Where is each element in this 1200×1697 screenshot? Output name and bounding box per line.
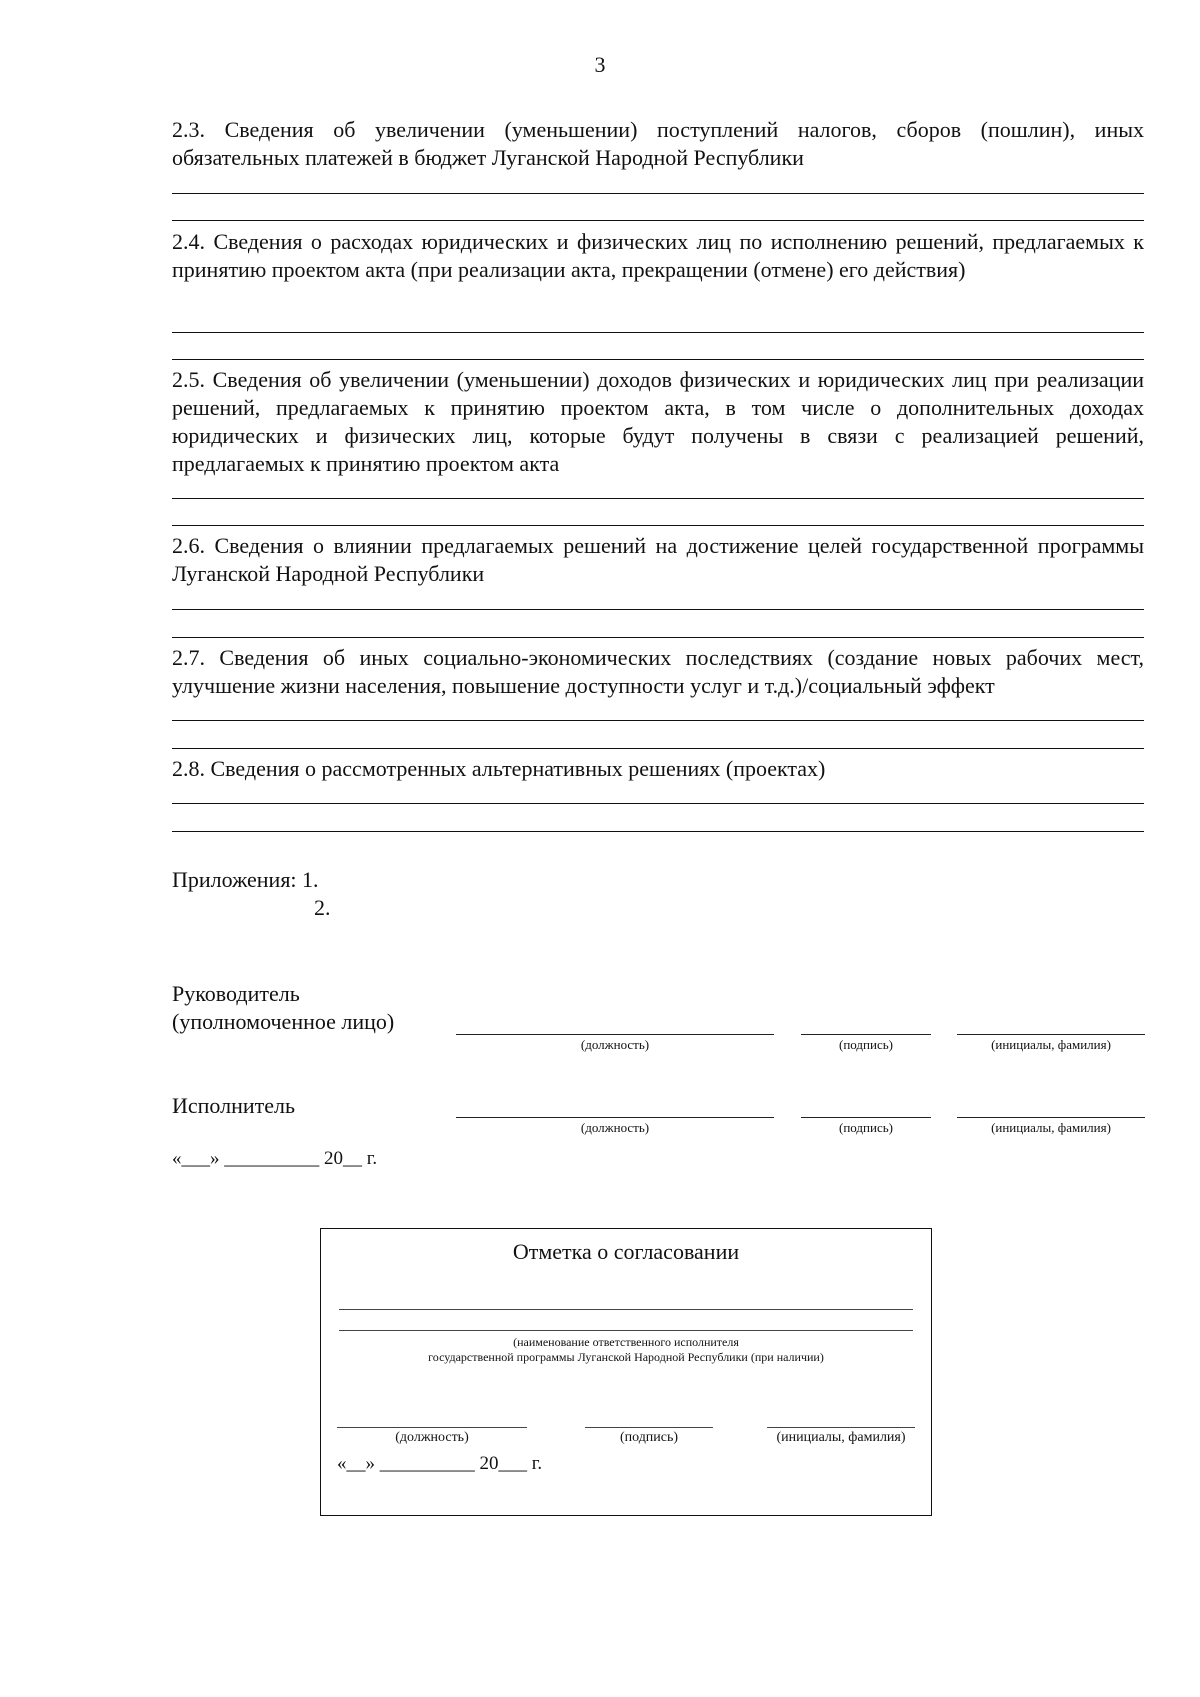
fill-line [172,831,1144,832]
approval-box [320,1228,932,1516]
approval-caption-line-1: (наименование ответственного исполнителя [513,1335,739,1349]
approval-signature-line [585,1427,713,1428]
approval-fill-line [339,1330,913,1331]
section-2-5-text: 2.5. Сведения об увеличении (уменьшении) доходов физических и юридических лиц при реализации решений, предлагаемых к принятию проектом акта, в том числе о дополнительных доходах юридических и физических лиц, которые будут получены в связи с реализацией решений, предлагаемых к принятию проектом акта [172,367,1144,476]
section-2-6-text: 2.6. Сведения о влиянии предлагаемых решений на достижение целей государственной программы Луганской Народной Республики [172,533,1144,586]
approval-box-title: Отметка о согласовании [512,1239,740,1264]
approval-position-line [337,1427,527,1428]
executor-signature-caption: (подпись) [839,1120,893,1135]
approval-date: «__» __________ 20___ г. [337,1453,543,1474]
executor-position-caption: (должность) [580,1120,650,1135]
approval-signature-caption: (подпись) [619,1430,679,1445]
fill-line [172,193,1144,194]
fill-line [172,748,1144,749]
fill-line [172,332,1144,333]
page-number: 3 [594,52,606,77]
head-label-sub: (уполномоченное лицо) [172,1009,395,1034]
section-2-3-text: 2.3. Сведения об увеличении (уменьшении) поступлений налогов, сборов (пошлин), иных обязательных платежей в бюджет Луганской Народной Республики [172,117,1144,170]
head-position-caption: (должность) [580,1037,650,1052]
executor-name-caption: (инициалы, фамилия) [991,1120,1111,1135]
fill-line [172,498,1144,499]
head-signature-caption: (подпись) [839,1037,893,1052]
executor-date: «___» __________ 20__ г. [172,1148,378,1169]
head-label: Руководитель [172,981,300,1006]
attachments-label: Приложения: 1. [172,867,319,892]
approval-name-line [767,1427,915,1428]
executor-label: Исполнитель [172,1093,296,1118]
approval-caption-line-2: государственной программы Луганской Народной Республики (при наличии) [428,1350,824,1364]
fill-line [172,525,1144,526]
fill-line [172,609,1144,610]
approval-position-caption: (должность) [395,1430,469,1445]
head-name-line [957,1034,1145,1035]
fill-line [172,359,1144,360]
executor-position-line [456,1117,774,1118]
section-2-8-text: 2.8. Сведения о рассмотренных альтернативных решениях (проектах) [172,756,826,781]
fill-line [172,637,1144,638]
fill-line [172,220,1144,221]
head-signature-line [801,1034,931,1035]
fill-line [172,803,1144,804]
approval-fill-line [339,1309,913,1310]
executor-name-line [957,1117,1145,1118]
fill-line [172,720,1144,721]
head-name-caption: (инициалы, фамилия) [991,1037,1111,1052]
section-2-7-text: 2.7. Сведения об иных социально-экономических последствиях (создание новых рабочих мест, улучшение жизни населения, повышение доступности услуг и т.д.)/социальный эффект [172,645,1144,698]
head-position-line [456,1034,774,1035]
executor-signature-line [801,1117,931,1118]
approval-name-caption: (инициалы, фамилия) [776,1430,906,1445]
section-2-4-text: 2.4. Сведения о расходах юридических и физических лиц по исполнению решений, предлагаемых к принятию проектом акта (при реализации акта, прекращении (отмене) его действия) [172,229,1144,282]
attachments-item-2: 2. [314,895,331,920]
